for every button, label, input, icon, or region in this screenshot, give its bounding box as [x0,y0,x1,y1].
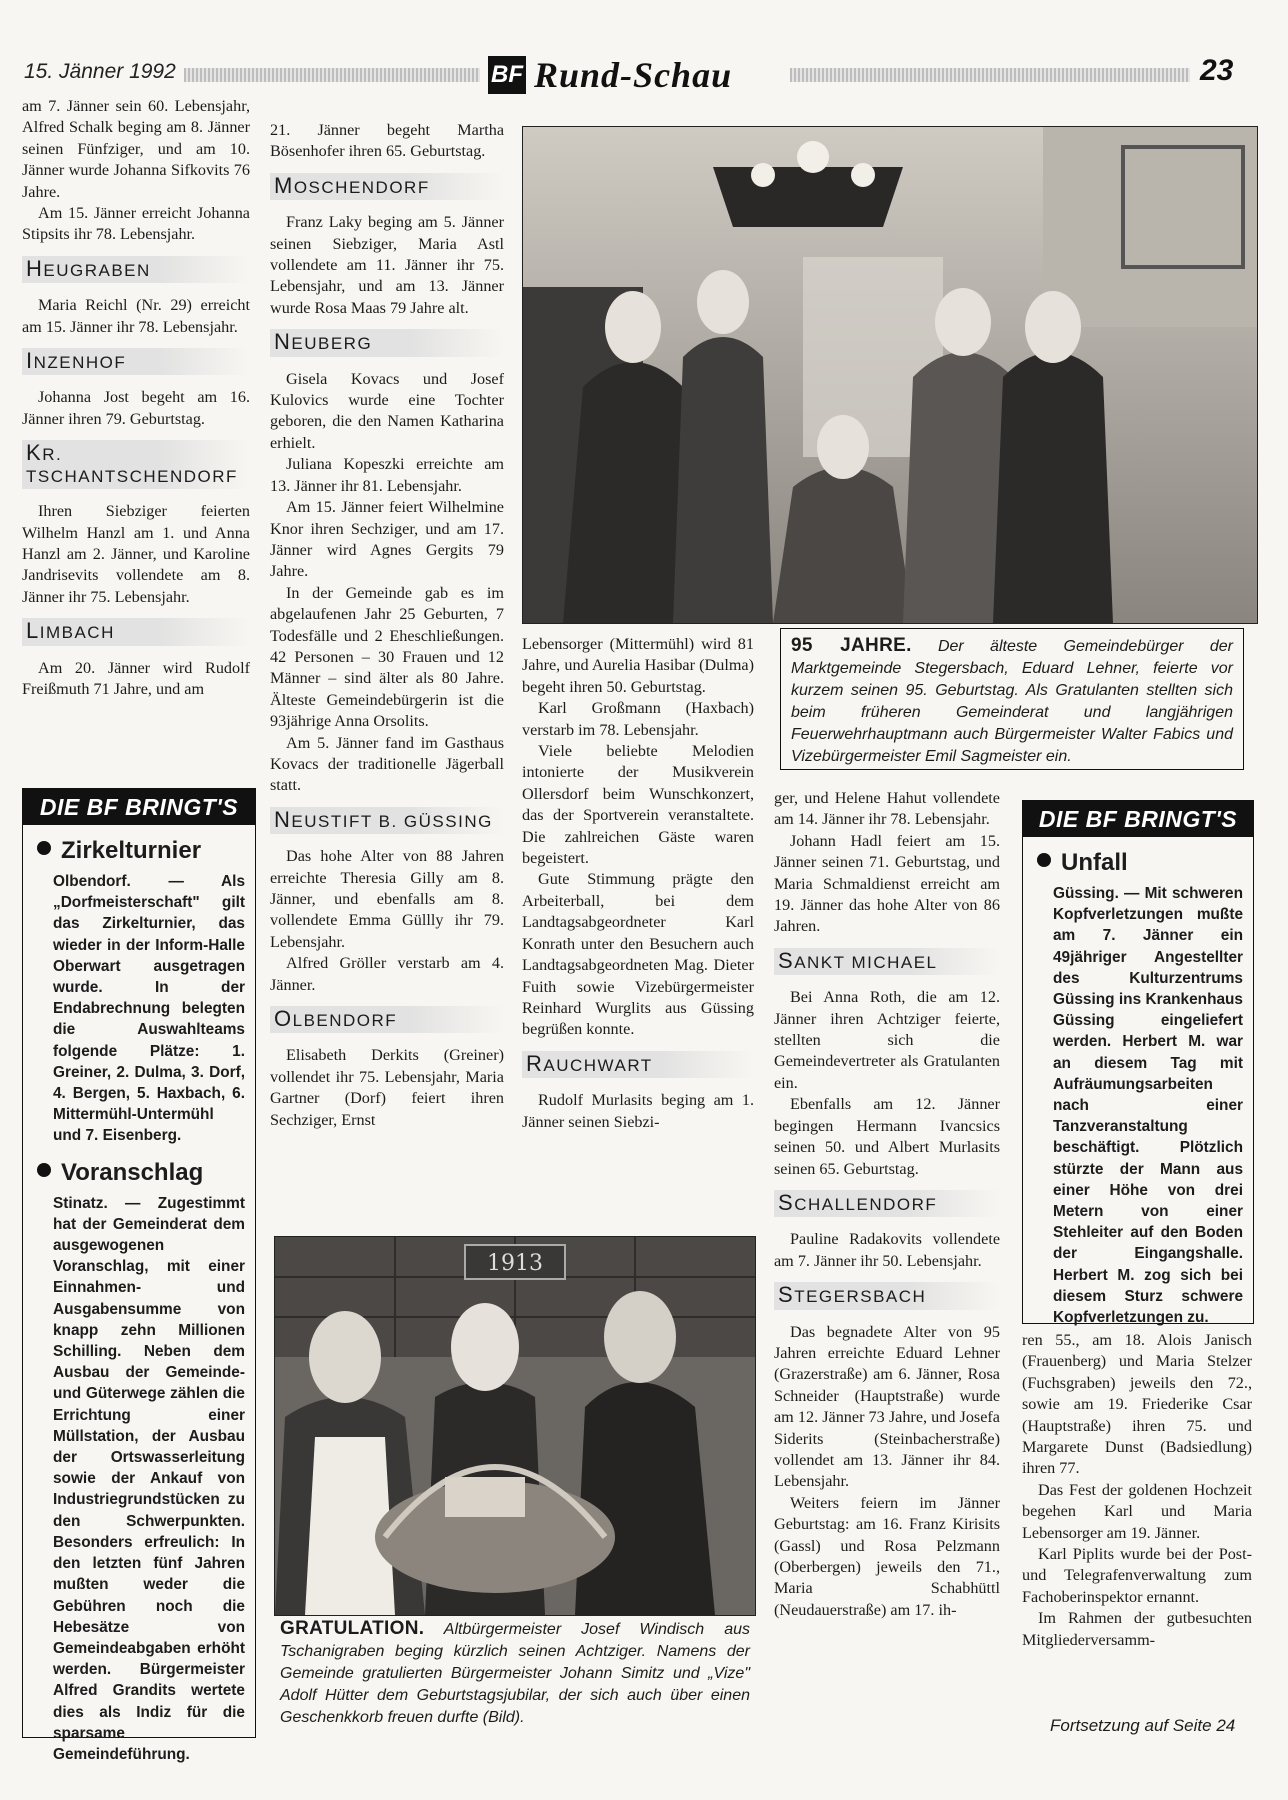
town-heading: SCHALLENDORF [774,1190,1000,1217]
box-item-heading: Unfall [1037,849,1243,877]
header-rule-right [790,68,1190,82]
paragraph: Pauline Radakovits vollendete am 7. Jänner ihr 50. Lebensjahr. [774,1230,1000,1270]
paragraph: Franz Laky beging am 5. Jänner seinen Siebziger, Maria Astl vollendete am 11. Jänner ihr 75. Lebensjahr, und am 13. Jänner wurde Rosa Maas 79 Jahre alt. [270,213,504,317]
paragraph: Das Fest der goldenen Hochzeit begehen Karl und Maria Lebensorger am 19. Jänner. [1022,1480,1252,1542]
paragraph: Elisabeth Derkits (Greiner) vollendet ihr 75. Lebensjahr, Maria Gartner (Dorf) feiert ihren Sechziger, Ernst [270,1046,504,1129]
paragraph: Karl Großmann (Haxbach) verstarb im 78. Lebensjahr. [522,699,754,739]
article-column-5 [1022,1330,1252,1651]
photo-caption-95-jahre [780,628,1244,770]
bullet-icon [1037,853,1051,867]
header-rule-left [184,68,480,82]
town-heading: STEGERSBACH [774,1282,1000,1309]
caption-text: Der älteste Gemeindebürger der Marktgemeinde Stegersbach, Eduard Lehner, feierte vor kurzem seinen 95. Geburtstag. Als Gratulanten stellten sich beim früheren Gemeinderat und langjährigen Feuerwehrhauptmann auch Bürgermeister Walter Fabics und Vizebürgermeister Emil Sagmeister ein. [791,638,1233,765]
town-heading: NEUBERG [270,329,504,356]
photo-birthday-group [522,126,1258,624]
paragraph: Juliana Kopeszki erreichte am 13. Jänner ihr 81. Lebensjahr. [270,455,504,495]
article-column-3 [522,634,754,1133]
town-heading: INZENHOF [22,348,250,375]
box-item-text: Olbendorf. — Als „Dorfmeisterschaft" gilt das Zirkelturnier, das wieder in der Inform-Halle Oberwart ausgetragen wurde. In der Endabrechnung belegten die Auswahlteams folgende Plätze: 1. Greiner, 2. Dulma, 3. Dorf, 4. Bergen, 5. Haxbach, 6. Mittermühl-Untermühl und 7. Eisenberg. [53,873,245,1145]
paragraph: Karl Piplits wurde bei der Post- und Telegrafenverwaltung zum Fachoberinspektor ernannt. [1022,1545,1252,1606]
box-item-heading: Zirkelturnier [37,837,245,865]
paragraph: Ihren Siebziger feierten Wilhelm Hanzl am 1. und Anna Hanzl am 2. Jänner, und Karoline Jandrisevits vollendete am 8. Jänner ihr 75. Lebensjahr. [22,502,250,606]
paragraph: Bei Anna Roth, die am 12. Jänner ihren Achtziger feierte, stellten sich die Gemeindevertreter als Gratulanten ein. [774,988,1000,1092]
paragraph: Gute Stimmung prägte den Arbeiterball, bei dem Landtagsabgeordneter Karl Konrath unter den Besuchern auch Landtagsabgeordneten Mag. Dieter Fuith sowie Vizebürgermeister Reinhard Wurglits aus Güssing begrüßen konnte. [522,870,754,1039]
paragraph: Lebensorger (Mittermühl) wird 81 Jahre, und Aurelia Hasibar (Dulma) begeht ihren 50. Geburtstag. [522,635,754,696]
article-column-2 [270,120,504,1131]
town-heading: SANKT MICHAEL [774,948,1000,975]
town-heading: HEUGRABEN [22,256,250,283]
news-box-left [22,788,256,1763]
paragraph: Am 20. Jänner wird Rudolf Freißmuth 71 Jahre, und am [22,658,250,698]
continuation-link[interactable]: Fortsetzung auf Seite 24 [1050,1716,1236,1735]
year-plaque: 1913 [487,1251,543,1276]
caption-title: GRATULATION. [280,1618,425,1639]
paragraph: Rudolf Murlasits beging am 1. Jänner seinen Siebzi- [522,1091,754,1131]
paragraph: Am 15. Jänner erreicht Johanna Stipsits ihr 78. Lebensjahr. [22,204,250,244]
town-heading: LIMBACH [22,618,250,645]
paragraph: In der Gemeinde gab es im abgelaufenen Jahr 25 Geburten, 7 Todesfälle und 2 Eheschließungen. 42 Personen – 30 Frauen und 12 Männer – sind älter als 80 Jahre. Älteste Gemeindebürgerin ist die 93jährige Anna Orsolits. [270,583,504,731]
photo-five-men-icon [523,127,1257,623]
town-heading: KR. TSCHANTSCHENDORF [22,440,250,489]
town-heading: RAUCHWART [522,1051,754,1078]
paragraph: Das hohe Alter von 88 Jahren erreichte Theresia Gilly am 8. Jänner, und ebenfalls am 8. vollendete Emma Güllly ihr 79. Lebensjahr. [270,847,504,951]
paragraph: Viele beliebte Melodien intonierte der Musikverein Ollersdorf beim Wunschkonzert, das der Sportverein veranstaltete. Die zahlreichen Gäste waren begeistert. [522,742,754,868]
article-column-4 [774,788,1000,1621]
issue-date: 15. Jänner 1992 [24,60,176,83]
section-title: Rund-Schau [534,55,733,95]
paragraph: ger, und Helene Hahut vollendete am 14. Jänner ihr 78. Lebensjahr. [774,789,1000,829]
photo-caption-gratulation [280,1618,750,1729]
news-box-right [1022,800,1254,1327]
box-header: DIE BF BRINGT'S [23,789,255,825]
town-heading: MOSCHENDORF [270,173,504,200]
page-number: 23 [1200,54,1234,87]
bullet-icon [37,841,51,855]
paragraph: Weiters feiern im Jänner Geburtstag: am 16. Franz Kirisits (Gassl) und Rosa Pelzmann (Oberbergen) jeweils den 71., Maria Schabhüttl (Neudauerstraße) am 17. ih- [774,1493,1000,1619]
paragraph: Johann Hadl feiert am 15. Jänner seinen 71. Geburtstag, und Maria Schmaldienst erreicht am 19. Jänner das hohe Alter von 86 Jahren. [774,831,1000,936]
paragraph: Alfred Gröller verstarb am 4. Jänner. [270,954,504,994]
paragraph: Im Rahmen der gutbesuchten Mitgliederversamm- [1022,1609,1252,1649]
town-heading: OLBENDORF [270,1006,504,1033]
bf-logo: BF [488,56,526,94]
town-heading: NEUSTIFT B. GÜSSING [270,807,504,834]
caption-title: 95 JAHRE. [791,635,912,656]
paragraph: 21. Jänner begeht Martha Bösenhofer ihren 65. Geburtstag. [270,121,504,161]
box-item-heading: Voranschlag [37,1159,245,1187]
box-item-text: Güssing. — Mit schweren Kopfverletzungen mußte am 7. Jänner ein 49jähriger Angestellter des Kulturzentrums Güssing ins Krankenhaus Güssing eingeliefert werden. Herbert M. war an diesem Tag mit Aufräumungsarbeiten nach einer Tanzveranstaltung beschäftigt. Plötzlich stürzte der Mann aus einer Höhe von drei Metern von einer Stehleiter auf den Boden der Eingangshalle. Herbert M. zog sich bei diesem Sturz schwere Kopfverletzungen zu. [1053,885,1243,1327]
paragraph: am 7. Jänner sein 60. Lebensjahr, Alfred Schalk beging am 8. Jänner seinen Fünfziger, und am 10. Jänner wurde Johanna Sifkovits 76 Jahre. [22,97,250,201]
bullet-icon [37,1163,51,1177]
paragraph: Ebenfalls am 12. Jänner begingen Hermann Ivancsics seinen 50. und Albert Murlasits seinen 65. Geburtstag. [774,1095,1000,1178]
caption-text: Altbürgermeister Josef Windisch aus Tschanigraben beging kürzlich seinen Achtziger. Namens der Gemeinde gratulierten Bürgermeister Johann Simitz und „Vize" Adolf Hütter dem Geburtstagsjubilar, der sich auch über einen Geschenkkorb freuen durfte (Bild). [280,1621,751,1726]
paragraph: Am 15. Jänner feiert Wilhelmine Knor ihren Sechziger, und am 17. Jänner wird Agnes Gergits 79 Jahre. [270,498,504,581]
box-header: DIE BF BRINGT'S [1023,801,1253,837]
article-column-1 [22,96,250,700]
paragraph: Das begnadete Alter von 95 Jahren erreichte Eduard Lehner (Grazerstraße) am 6. Jänner, Rosa Schneider (Hauptstraße) wurde am 12. Jänner 73 Jahre, und Josefa Siderits (Steinbacherstraße) vollendet am 13. Jänner ihr 84. Lebensjahr. [774,1322,1000,1491]
photo-gift-basket [274,1236,756,1616]
photo-three-men-icon [275,1237,755,1615]
paragraph: Am 5. Jänner fand im Gasthaus Kovacs der traditionelle Jägerball statt. [270,733,504,795]
paragraph: Maria Reichl (Nr. 29) erreicht am 15. Jänner ihr 78. Lebensjahr. [22,296,250,336]
box-item-text: Stinatz. — Zugestimmt hat der Gemeinderat dem ausgewogenen Voranschlag, mit einer Einnahmen- und Ausgabensumme von knapp zehn Millionen Schilling. Neben dem Ausbau der Gemeinde- und Güterwege zählen die Errichtung einer Müllstation, der Ausbau der Ortswasserleitung sowie der Ankauf von Industriegrundstücken zu den Schwerpunkten. Besonders erfreulich: In den letzten fünf Jahren mußten weder die Gebühren noch die Hebesätze von Gemeindeabgaben erhöht werden. Bürgermeister Alfred Grandits wertete dies als Indiz für die sparsame Gemeindeführung. [53,1194,245,1763]
paragraph: Gisela Kovacs und Josef Kulovics wurde eine Tochter geboren, die den Namen Katharina erhielt. [270,369,504,452]
paragraph: ren 55., am 18. Alois Janisch (Frauenberg) und Maria Stelzer (Fuchsgraben) jeweils den 72., sowie am 19. Friederike Csar (Hauptstraße) ihren 75. und Margarete Dunst (Badsiedlung) ihren 77. [1022,1331,1252,1478]
paragraph: Johanna Jost begeht am 16. Jänner ihren 79. Geburtstag. [22,388,250,428]
